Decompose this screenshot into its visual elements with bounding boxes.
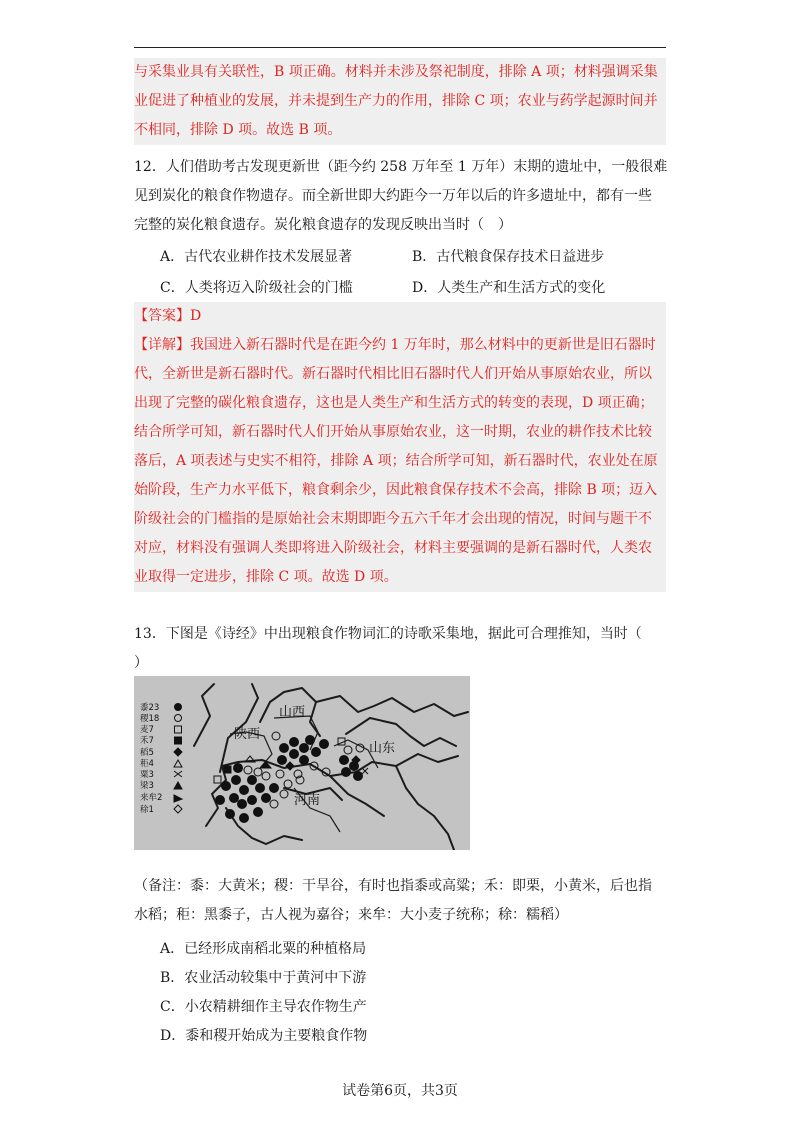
text-line: 代，全新世是新石器时代。新石器时代相比旧石器时代人们开始从事原始农业，所以	[134, 366, 652, 382]
legend-label: 稻5	[140, 748, 154, 758]
legend-symbol-hollow-square	[175, 726, 182, 733]
question-13-stem	[134, 620, 666, 678]
legend-label: 来牟2	[140, 793, 163, 803]
text-line: 见到炭化的粮食作物遗存。而全新世即大约距今一万年以后的许多遗址中，都有一些	[134, 188, 652, 204]
text-line: 12．人们借助考古发现更新世（距今约 258 万年至 1 万年）末期的遗址中，一般很难	[134, 159, 668, 175]
legend-label: 秬4	[140, 759, 154, 769]
legend-label: 梁3	[140, 781, 154, 791]
prev-explanation	[134, 58, 666, 145]
map-graphic	[134, 676, 470, 850]
crop-distribution-map	[134, 676, 470, 850]
text-line: 结合所学可知，新石器时代人们开始从事原始农业，这一时期，农业的耕作技术比较	[134, 424, 652, 440]
river-line	[226, 808, 302, 844]
text-line: 业取得一定进步，排除 C 项。故选 D 项。	[134, 569, 398, 585]
q13-option-d: D．黍和稷开始成为主要粮食作物	[160, 1028, 368, 1044]
q13-note	[134, 872, 666, 930]
legend-symbols	[174, 704, 182, 814]
text-line: 与采集业具有关联性，B 项正确。材料并未涉及祭祀制度，排除 A 项；材料强调采集	[134, 64, 658, 80]
text-line: 落后，A 项表述与史实不相符，排除 A 项；结合所学可知，新石器时代，农业处在原	[134, 453, 658, 469]
text-line: 始阶段，生产力水平低下，粮食剩余少，因此粮食保存技术不会高，排除 B 项；迈入	[134, 482, 658, 498]
q12-option-b: B．古代粮食保存技术日益进步	[412, 249, 605, 265]
answer-line	[134, 302, 666, 331]
text-line: ）	[134, 655, 148, 671]
legend-symbol-flag	[174, 795, 182, 802]
q13-option-a: A．已经形成南稻北粟的种植格局	[160, 941, 367, 957]
region-label-henan: 河南	[294, 793, 321, 808]
text-line: 水稻；秬：黑黍子，古人视为嘉谷；来牟：大小麦子统称；稌：糯稻）	[134, 907, 568, 923]
river-line	[346, 718, 456, 746]
detail-text: 我国进入新石器时代是在距今约 1 万年时，那么材料中的更新世是旧石器时	[190, 337, 656, 353]
q13-option-c: C．小农精耕细作主导农作物生产	[160, 999, 367, 1015]
q12-option-c: C．人类将迈入阶级社会的门槛	[160, 280, 353, 296]
q12-answer-block	[134, 302, 666, 592]
q12-option-d: D．人类生产和生活方式的变化	[412, 280, 606, 296]
legend-label: 粟3	[140, 770, 154, 780]
legend-symbol-hollow-diamond	[174, 805, 182, 813]
legend-symbol-filled-square	[175, 737, 182, 744]
legend-label: 稷18	[140, 714, 160, 724]
legend-symbol-hollow-circle	[175, 715, 182, 722]
text-line: 13．下图是《诗经》中出现粮食作物词汇的诗歌采集地，据此可合理推知，当时（	[134, 626, 642, 642]
map-symbols	[214, 732, 368, 823]
detail-line	[134, 331, 666, 360]
legend-symbol-filled-circle	[175, 704, 182, 711]
region-label-shandong: 山东	[369, 741, 396, 756]
river-line	[194, 684, 214, 746]
text-line: 完整的炭化粮食遗存。炭化粮食遗存的发现反映出当时（ ）	[134, 217, 512, 233]
text-line: 出现了完整的碳化粮食遗存，这也是人类生产和生活方式的转变的表现，D 项正确；	[134, 395, 654, 411]
river-line	[316, 696, 468, 716]
legend-label: 麦7	[140, 725, 154, 735]
river-line	[396, 766, 454, 850]
region-label-shaanxi: 陕西	[234, 727, 261, 742]
legend-label: 黍23	[140, 703, 160, 713]
detail-tag: 【详解】	[134, 337, 190, 353]
text-line: （备注：黍：大黄米；稷：干旱谷，有时也指黍或高粱；禾：即栗，小黄米，后也指	[134, 878, 652, 894]
answer-tag: 【答案】	[134, 308, 190, 324]
legend-symbol-cross	[174, 771, 182, 777]
legend-label: 稌1	[140, 805, 154, 815]
q12-option-a: A．古代农业耕作技术发展显著	[160, 249, 353, 265]
q13-option-b: B．农业活动较集中于黄河中下游	[160, 970, 367, 986]
region-label-shanxi: 山西	[279, 705, 306, 720]
question-12-stem	[134, 153, 666, 240]
legend-label: 禾7	[140, 736, 154, 746]
legend-symbol-filled-triangle	[174, 782, 182, 789]
page-footer: 试卷第6页，共3页	[342, 1083, 458, 1099]
legend-symbol-filled-diamond	[174, 748, 182, 756]
header-rule	[134, 47, 666, 48]
text-line: 业促进了种植业的发展，并未提到生产力的作用，排除 C 项；农业与药学起源时间并	[134, 93, 658, 109]
text-line: 不相同，排除 D 项。故选 B 项。	[134, 122, 342, 138]
text-line: 对应，材料没有强调人类即将进入阶级社会，材料主要强调的是新石器时代，人类农	[134, 540, 652, 556]
text-line: 阶级社会的门槛指的是原始社会末期即距今五六千年才会出现的情况，时间与题干不	[134, 511, 652, 527]
answer-value: D	[190, 308, 202, 324]
legend-symbol-hollow-triangle	[174, 760, 182, 767]
